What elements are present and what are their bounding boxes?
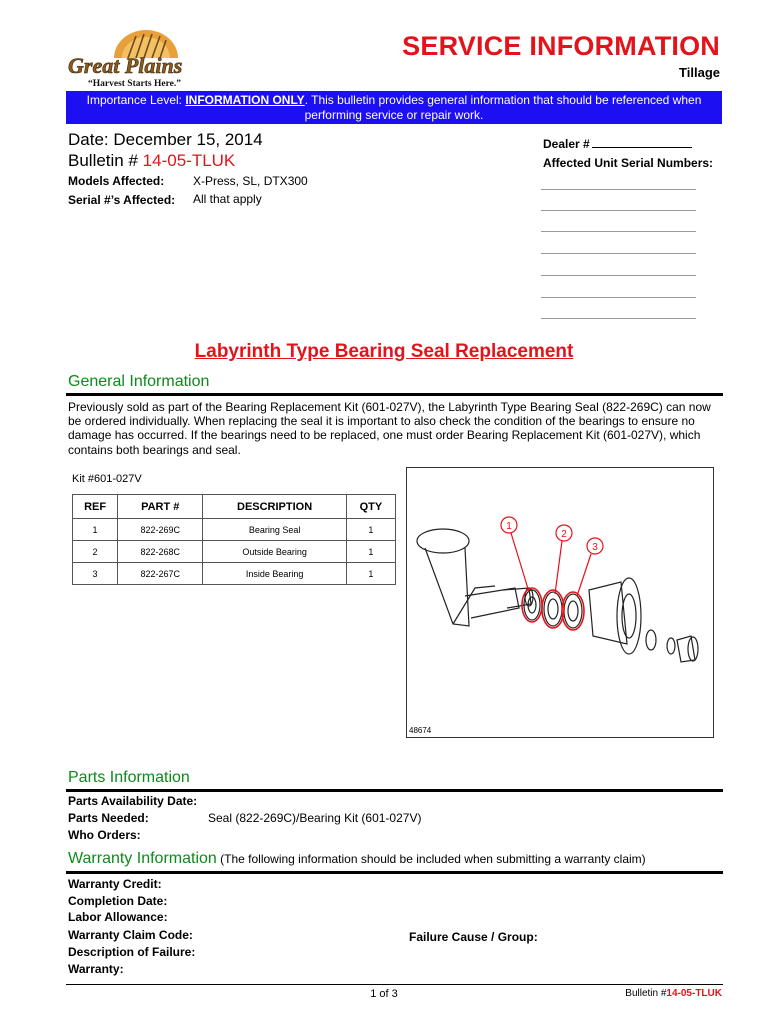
- section-rule: [66, 789, 723, 792]
- footer-bulletin-number: 14-05-TLUK: [666, 988, 722, 999]
- callout-1: 1: [506, 521, 512, 532]
- warranty-credit-label: Warranty Credit:: [68, 877, 162, 891]
- cell-ref: 1: [73, 519, 118, 541]
- bearing-assembly-drawing: [407, 468, 713, 737]
- table-header-row: [73, 495, 396, 519]
- serial-blank-line[interactable]: [541, 297, 696, 298]
- great-plains-logo: [66, 24, 224, 90]
- column-header-qty: QTY: [346, 495, 395, 519]
- footer-rule: [66, 984, 723, 985]
- footer-bulletin-prefix: Bulletin #: [625, 988, 667, 999]
- figure-number: 48674: [409, 726, 432, 735]
- dealer-label: Dealer #: [543, 137, 590, 151]
- models-affected-label: Models Affected:: [68, 174, 165, 188]
- cell-description: Inside Bearing: [203, 563, 346, 585]
- models-affected-value: X-Press, SL, DTX300: [193, 174, 308, 188]
- serial-blank-line[interactable]: [541, 189, 696, 190]
- kit-label: Kit #601-027V: [72, 473, 142, 485]
- warranty-information-heading: Warranty Information: [68, 850, 217, 867]
- column-header-ref: REF: [73, 495, 118, 519]
- serial-blank-line[interactable]: [541, 231, 696, 232]
- service-category: Tillage: [679, 65, 720, 80]
- dealer-number-field[interactable]: [543, 136, 692, 151]
- cell-description: Outside Bearing: [203, 541, 346, 563]
- importance-text: . This bulletin provides general information that should be referenced when performing service or repair work.: [304, 93, 702, 122]
- completion-date-label: Completion Date:: [68, 894, 168, 908]
- table-row: [73, 541, 396, 563]
- column-header-description: DESCRIPTION: [203, 495, 346, 519]
- parts-needed-value: Seal (822-269C)/Bearing Kit (601-027V): [208, 811, 422, 825]
- kit-parts-table: [72, 494, 396, 585]
- document-title: Labyrinth Type Bearing Seal Replacement: [194, 341, 574, 362]
- serial-blank-line[interactable]: [541, 253, 696, 254]
- importance-level: INFORMATION ONLY: [185, 93, 305, 107]
- dealer-blank-line: [592, 136, 692, 148]
- failure-cause-label: Failure Cause / Group:: [409, 930, 538, 944]
- table-row: [73, 519, 396, 541]
- parts-needed-label: Parts Needed:: [68, 811, 149, 825]
- footer-bulletin: [625, 988, 722, 999]
- cell-part-number: 822-269C: [118, 519, 203, 541]
- cell-qty: 1: [346, 519, 395, 541]
- importance-banner: [66, 91, 722, 124]
- warranty-heading-line: [68, 850, 646, 868]
- cell-ref: 2: [73, 541, 118, 563]
- column-header-part: PART #: [118, 495, 203, 519]
- warranty-note: (The following information should be included when submitting a warranty claim): [216, 852, 646, 866]
- parts-information-heading: Parts Information: [68, 769, 190, 786]
- cell-part-number: 822-267C: [118, 563, 203, 585]
- general-information-heading: General Information: [68, 373, 210, 390]
- serials-affected-label: Serial #’s Affected:: [68, 193, 176, 207]
- serial-blank-line[interactable]: [541, 318, 696, 319]
- serials-affected-value: All that apply: [193, 192, 262, 206]
- cell-ref: 3: [73, 563, 118, 585]
- warranty-label: Warranty:: [68, 962, 124, 976]
- bulletin-label: Bulletin #: [68, 151, 143, 170]
- who-orders-label: Who Orders:: [68, 828, 141, 842]
- logo-wordmark: Great Plains: [68, 53, 183, 78]
- cell-part-number: 822-268C: [118, 541, 203, 563]
- page-number: 1 of 3: [370, 988, 398, 1000]
- general-information-paragraph: Previously sold as part of the Bearing Replacement Kit (601-027V), the Labyrinth Type Bearing Seal (822-269C) can now be ordered individually. When replacing the seal it is important to also check the condition of the bearings to ensure no damage has occurred. If the bearings need to be replaced, one must order Bearing Replacement Kit (601-027V), which contains both bearings and seal.: [68, 400, 711, 457]
- callout-3: 3: [592, 542, 598, 553]
- warranty-claim-code-label: Warranty Claim Code:: [68, 928, 193, 942]
- section-rule: [66, 393, 723, 396]
- bulletin-number-line: [68, 151, 235, 171]
- labor-allowance-label: Labor Allowance:: [68, 910, 168, 924]
- callout-2: 2: [561, 529, 567, 540]
- bulletin-date: Date: December 15, 2014: [68, 130, 263, 149]
- logo-tagline: “Harvest Starts Here.”: [88, 79, 181, 89]
- importance-prefix: Importance Level:: [86, 93, 186, 107]
- table-row: [73, 563, 396, 585]
- section-rule: [66, 871, 723, 874]
- service-information-title: SERVICE INFORMATION: [402, 31, 720, 61]
- bulletin-number: 14-05-TLUK: [142, 151, 236, 170]
- serial-blank-line[interactable]: [541, 210, 696, 211]
- description-of-failure-label: Description of Failure:: [68, 945, 196, 959]
- cell-qty: 1: [346, 563, 395, 585]
- exploded-view-figure: [406, 467, 714, 738]
- affected-serials-label: Affected Unit Serial Numbers:: [543, 156, 714, 170]
- serial-blank-line[interactable]: [541, 275, 696, 276]
- cell-description: Bearing Seal: [203, 519, 346, 541]
- cell-qty: 1: [346, 541, 395, 563]
- parts-availability-label: Parts Availability Date:: [68, 794, 198, 808]
